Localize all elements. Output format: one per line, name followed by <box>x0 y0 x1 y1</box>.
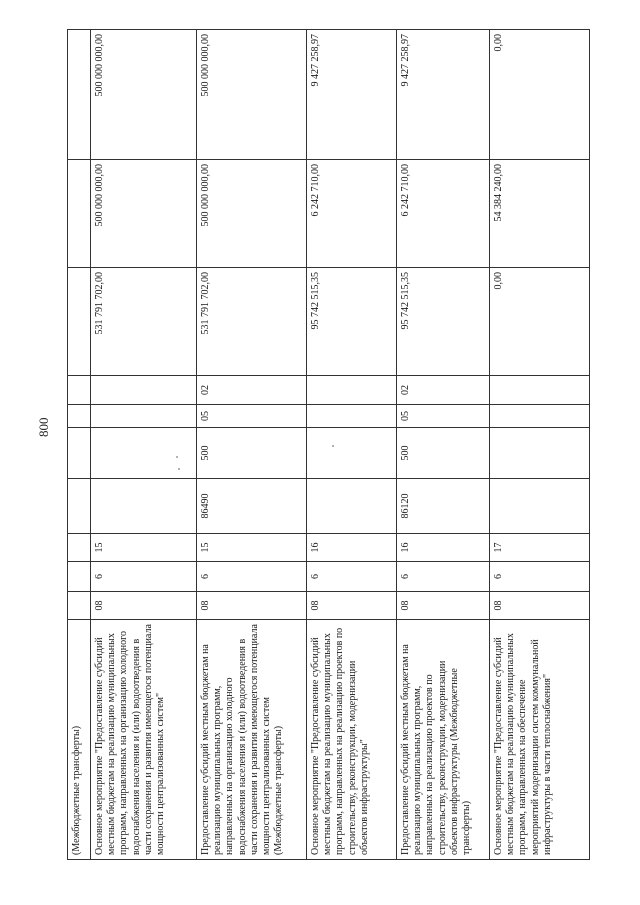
code-cell: 500 <box>397 428 490 479</box>
code-cell <box>307 428 397 479</box>
code-cell: 15 <box>91 534 197 562</box>
amount-cell: 95 742 515,35 <box>397 268 490 376</box>
header-cell: (Межбюджетные трансферты) <box>68 620 91 860</box>
page-number: 800 <box>36 417 51 437</box>
empty-cell <box>68 562 91 592</box>
code-cell <box>490 479 590 534</box>
amount-cell: 9 427 258,97 <box>397 30 490 160</box>
amount-cell: 0,00 <box>490 30 590 160</box>
code-cell: 6 <box>397 562 490 592</box>
code-cell: 08 <box>490 592 590 620</box>
empty-cell <box>68 428 91 479</box>
empty-cell <box>68 376 91 405</box>
code-cell: 17 <box>490 534 590 562</box>
amount-cell: 54 384 240,00 <box>490 160 590 268</box>
amount-cell: 0,00 <box>490 268 590 376</box>
table-row <box>91 30 197 860</box>
scan-speck <box>332 445 334 447</box>
amount-cell: 6 242 710,00 <box>307 160 397 268</box>
code-cell: 86120 <box>397 479 490 534</box>
table-row-header <box>68 30 91 860</box>
code-cell <box>490 405 590 428</box>
empty-cell <box>68 592 91 620</box>
row-description: Предоставление субсидий местным бюджетам на реализацию муниципальных программ, направленных на реализацию проектов по строительству, реконструкции, модернизации объектов инфраструктуры (Межбюджетные трансферты) <box>397 620 490 860</box>
code-cell: 16 <box>397 534 490 562</box>
code-cell: 6 <box>490 562 590 592</box>
scan-speck <box>178 468 180 470</box>
code-cell: 16 <box>307 534 397 562</box>
code-cell: 05 <box>397 405 490 428</box>
code-cell <box>307 479 397 534</box>
amount-cell: 6 242 710,00 <box>397 160 490 268</box>
amount-cell: 500 000 000,00 <box>91 30 197 160</box>
code-cell: 05 <box>197 405 307 428</box>
code-cell <box>490 428 590 479</box>
amount-cell: 95 742 515,35 <box>307 268 397 376</box>
table-row <box>490 30 590 860</box>
amount-cell: 500 000 000,00 <box>91 160 197 268</box>
code-cell: 6 <box>307 562 397 592</box>
empty-cell <box>68 479 91 534</box>
row-description: Предоставление субсидий местным бюджетам на реализацию муниципальных программ, направленных на организацию холодного водоснабжения населения и (или) водоотведения в части сохранения и развития имеющегося потенциала мощности централизованных систем (Межбюджетные трансферты) <box>197 620 307 860</box>
amount-cell: 500 000 000,00 <box>197 30 307 160</box>
table-row <box>307 30 397 860</box>
scan-speck <box>176 456 178 458</box>
code-cell: 02 <box>397 376 490 405</box>
code-cell <box>91 376 197 405</box>
code-cell <box>91 479 197 534</box>
amount-cell: 531 791 702,00 <box>197 268 307 376</box>
row-description: Основное мероприятие "Предоставление субсидий местным бюджетам на реализацию муниципальных программ, направленных на реализацию проектов по строительству, реконструкции, модернизации объектов инфраструктуры" <box>307 620 397 860</box>
code-cell: 02 <box>197 376 307 405</box>
row-description: Основное мероприятие "Предоставление субсидий местным бюджетам на реализацию муниципальных программ, направленных на организацию холодного водоснабжения населения и (или) водоотведения в части сохранения и развития имеющегося потенциала мощности централизованных систем" <box>91 620 197 860</box>
code-cell: 6 <box>91 562 197 592</box>
code-cell: 6 <box>197 562 307 592</box>
empty-cell <box>68 268 91 376</box>
amount-cell: 9 427 258,97 <box>307 30 397 160</box>
empty-cell <box>68 30 91 160</box>
amount-cell: 531 791 702,00 <box>91 268 197 376</box>
amount-cell: 500 000 000,00 <box>197 160 307 268</box>
code-cell: 08 <box>91 592 197 620</box>
code-cell <box>91 405 197 428</box>
code-cell <box>307 405 397 428</box>
code-cell: 08 <box>307 592 397 620</box>
row-description: Основное мероприятие "Предоставление субсидий местным бюджетам на реализацию муниципальных программ, направленных на обеспечение мероприятий модернизации систем коммунальной инфраструктуры в части теплоснабжения" <box>490 620 590 860</box>
code-cell <box>307 376 397 405</box>
code-cell <box>490 376 590 405</box>
code-cell: 86490 <box>197 479 307 534</box>
code-cell <box>91 428 197 479</box>
budget-table <box>67 29 590 860</box>
empty-cell <box>68 160 91 268</box>
code-cell: 08 <box>397 592 490 620</box>
empty-cell <box>68 534 91 562</box>
table-row <box>397 30 490 860</box>
code-cell: 500 <box>197 428 307 479</box>
empty-cell <box>68 405 91 428</box>
table-row <box>197 30 307 860</box>
code-cell: 08 <box>197 592 307 620</box>
code-cell: 15 <box>197 534 307 562</box>
